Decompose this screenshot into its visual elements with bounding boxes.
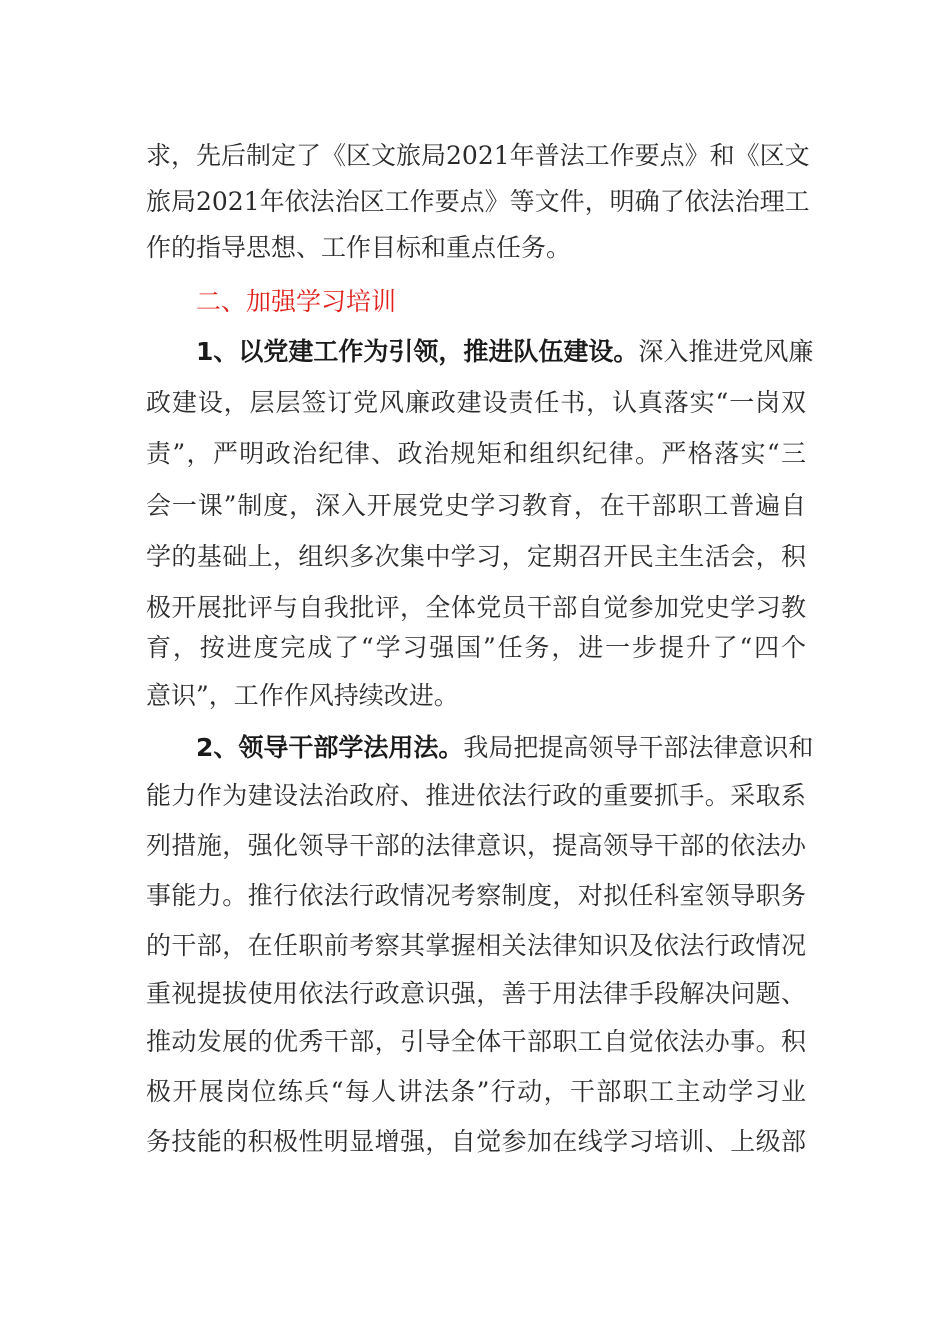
paragraph-line: 的干部，在任职前考察其掌握相关法律知识及依法行政情况 xyxy=(146,931,806,960)
paragraph-line: 能力作为建设法治政府、推进依法行政的重要抓手。采取系 xyxy=(146,781,806,810)
paragraph-first-line xyxy=(196,728,814,768)
paragraph-text: 我局把提高领导干部法律意识和 xyxy=(463,733,814,762)
paragraph-line: 极开展批评与自我批评，全体党员干部自觉参加党史学习教 xyxy=(146,593,806,622)
paragraph-line: 责”，严明政治纪律、政治规矩和组织纪律。严格落实“三 xyxy=(146,439,806,468)
paragraph-lead: 1、以党建工作为引领，推进队伍建设。 xyxy=(196,337,639,366)
paragraph-line: 列措施，强化领导干部的法律意识，提高领导干部的依法办 xyxy=(146,831,806,860)
paragraph-line: 事能力。推行依法行政情况考察制度，对拟任科室领导职务 xyxy=(146,881,806,910)
paragraph-line: 政建设，层层签订党风廉政建设责任书，认真落实“一岗双 xyxy=(146,388,806,417)
paragraph-lead: 2、领导干部学法用法。 xyxy=(196,733,464,762)
paragraph-text: 深入推进党风廉 xyxy=(638,337,814,366)
paragraph-line: 会一课”制度，深入开展党史学习教育，在干部职工普遍自 xyxy=(146,491,806,520)
paragraph-line: 推动发展的优秀干部，引导全体干部职工自觉依法办事。积 xyxy=(146,1027,806,1056)
paragraph-line: 重视提拔使用依法行政意识强，善于用法律手段解决问题、 xyxy=(146,979,806,1008)
paragraph-line: 旅局2021年依法治区工作要点》等文件，明确了依法治理工 xyxy=(146,187,810,216)
paragraph-first-line xyxy=(196,332,814,372)
paragraph-line: 求，先后制定了《区文旅局2021年普法工作要点》和《区文 xyxy=(146,141,810,170)
paragraph-line: 育，按进度完成了“学习强国”任务，进一步提升了“四个 xyxy=(146,633,806,662)
paragraph-line: 意识”，工作作风持续改进。 xyxy=(146,681,459,710)
paragraph-line: 极开展岗位练兵“每人讲法条”行动，干部职工主动学习业 xyxy=(146,1077,806,1106)
paragraph-line: 作的指导思想、工作目标和重点任务。 xyxy=(146,233,572,262)
section-heading: 二、加强学习培训 xyxy=(196,287,397,316)
paragraph-line: 务技能的积极性明显增强，自觉参加在线学习培训、上级部 xyxy=(146,1127,806,1156)
paragraph-line: 学的基础上，组织多次集中学习，定期召开民主生活会，积 xyxy=(146,542,806,571)
